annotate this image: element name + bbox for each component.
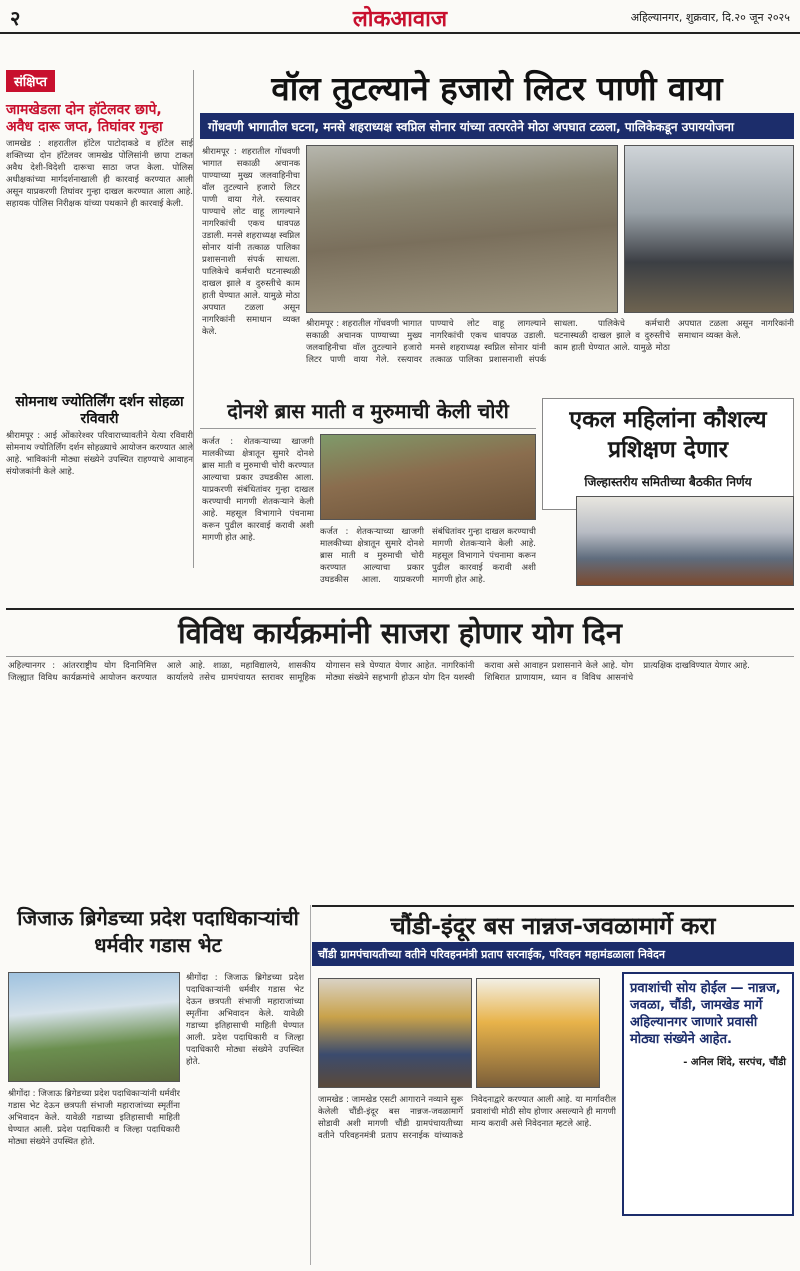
brief-column [6, 70, 194, 568]
women-story-subhead: जिल्हास्तरीय समितीच्या बैठकीत निर्णय [584, 475, 752, 489]
brief-item1-headline: जामखेडला दोन हॉटेलवर छापे, अवैध दारू जप्त, तिघांवर गुन्हा [6, 102, 163, 135]
water-story-text-2: श्रीरामपूर : शहरातील गोंधवणी भागात सकाळी अचानक पाण्याच्या मुख्य जलवाहिनीचा वॉल तुटल्याने हजारो लिटर पाणी वाया गेले. रस्त्यावर पाण्याचे लोट वाहू लागल्याने नागरिकांची एकच धावपळ उडाली. मनसे शहराध्यक्ष स्वप्निल सोनार यांनी तत्काळ पालिका प्रशासनाशी संपर्क साधला. पालिकेचे कर्मचारी घटनास्थळी दाखल झाले व दुरुस्तीचे काम हाती घेण्यात आले. यामुळे मोठा अपघात टळला असून नागरिकांनी समाधान व्यक्त केले. [306, 319, 794, 365]
water-story-text: श्रीरामपूर : शहरातील गोंधवणी भागात सकाळी अचानक पाण्याच्या मुख्य जलवाहिनीचा वॉल तुटल्याने हजारो लिटर पाणी वाया गेले. रस्त्यावर पाण्याचे लोट वाहू लागल्याने नागरिकांची एकच धावपळ उडाली. मनसे शहराध्यक्ष स्वप्निल सोनार यांनी तत्काळ पालिका प्रशासनाशी संपर्क साधला. पालिकेचे कर्मचारी घटनास्थळी दाखल झाले व दुरुस्तीचे काम हाती घेण्यात आले. यामुळे मोठा अपघात टळला असून नागरिकांनी समाधान व्यक्त केले. [202, 147, 300, 337]
brass-story-text-2: कर्जत : शेतकऱ्याच्या खाजगी मालकीच्या क्षेत्रातून सुमारे दोनशे ब्रास माती व मुरुमाची चोरी करण्यात आल्याचा प्रकार उघडकीस आला. याप्रकरणी संबंधितांवर गुन्हा दाखल करण्याची मागणी शेतकऱ्याने केली आहे. महसूल विभागाने पंचनामा करून पुढील कारवाई करावी अशी मागणी होत आहे. [320, 527, 536, 585]
bus-story-headline: चौंडी-इंदूर बस नान्नज-जवळामार्गे करा [312, 905, 794, 941]
water-story-subhead: गोंधवणी भागातील घटना, मनसे शहराध्यक्ष स्वप्निल सोनार यांच्या तत्परतेने मोठा अपघात टळला, पालिकेकडून उपाययोजना [200, 113, 794, 139]
water-story-headline: वॉल तुटल्याने हजारो लिटर पाणी वाया [271, 69, 723, 108]
promo-text: प्रवाशांची सोय होईल — नान्नज, जवळा, चौंडी, जामखेड मार्गे अहिल्यानगर जाणारे प्रवासी मोठ्या संख्येने आहेत. [630, 981, 781, 1047]
women-story-box [542, 398, 794, 510]
yoga-story-headline: विविध कार्यक्रमांनी साजरा होणार योग दिन [6, 608, 794, 657]
women-story-margin [544, 496, 572, 596]
brief-item1-text: जामखेड : शहरातील हॉटेल पाटोदाकडे व हॉटेल साई शक्तिच्या दोन हॉटेलवर जामखेड पोलिसांनी छापा टाकत अवैध देशी-विदेशी दारूचा साठा जप्त केला. पोलिस अधीक्षकांच्या मार्गदर्शनाखाली ही कारवाई करण्यात आली असून याप्रकरणी तिघांवर गुन्हा दाखल करण्यात आला आहे. सहायक पोलिस निरीक्षक यांच्या पथकाने ही कारवाई केली. [6, 139, 193, 209]
jijau-story-headline: जिजाऊ ब्रिगेडच्या प्रदेश पदाधिकाऱ्यांची धर्मवीर गडास भेट [17, 906, 299, 957]
yoga-story-text: अहिल्यानगर : आंतरराष्ट्रीय योग दिनानिमित्त जिल्ह्यात विविध कार्यक्रमांचे आयोजन करण्यात आले आहे. शाळा, महाविद्यालये, शासकीय कार्यालये तसेच ग्रामपंचायत स्तरावर सामूहिक योगासन सत्रे घेण्यात येणार आहेत. नागरिकांनी मोठ्या संख्येने सहभागी होऊन योग दिन यशस्वी करावा असे आवाहन प्रशासनाने केले आहे. योग शिबिरात प्राणायाम, ध्यान व विविध आसनांचे प्रात्यक्षिक दाखविण्यात येणार आहे. [8, 661, 750, 683]
bus-story-text: जामखेड : जामखेड एसटी आगाराने नव्याने सुरू केलेली चौंडी-इंदूर बस नान्नज-जवळामार्गे सोडावी अशी मागणी चौंडी ग्रामपंचायतीच्या वतीने परिवहनमंत्री प्रताप सरनाईक यांच्याकडे निवेदनाद्वारे करण्यात आली आहे. या मार्गावरील प्रवाशांची मोठी सोय होणार असल्याने ही मागणी मान्य करावी असे निवेदनात म्हटले आहे. [318, 1095, 616, 1141]
group-photo [8, 972, 180, 1082]
column-rule [310, 905, 311, 1265]
promo-footer: - अनिल शिंदे, सरपंच, चौंडी [683, 1057, 786, 1068]
women-story-headline: एकल महिलांना कौशल्य प्रशिक्षण देणार [569, 407, 767, 463]
memorandum-handover-photo [318, 978, 472, 1088]
brief-item2-headline: सोमनाथ ज्योतिर्लिंग दर्शन सोहळा रविवारी [15, 394, 184, 427]
page-number: २ [10, 6, 21, 30]
jijau-story-text: श्रीगोंदा : जिजाऊ ब्रिगेडच्या प्रदेश पदाधिकाऱ्यांनी धर्मवीर गडास भेट देऊन छत्रपती संभाजी महाराजांच्या स्मृतींना अभिवादन केले. यावेळी गडाच्या इतिहासाची माहिती घेण्यात आली. प्रदेश पदाधिकारी व जिल्हा पदाधिकारी मोठ्या संख्येने उपस्थित होते. [186, 973, 304, 1067]
soil-excavation-photo [320, 434, 536, 520]
newspaper-logo: लोकआवाज [352, 7, 448, 32]
bus-story-subhead: चौंडी ग्रामपंचायतीच्या वतीने परिवहनमंत्री प्रताप सरनाईक, परिवहन महामंडळाला निवेदन [312, 942, 794, 966]
jijau-story-text-2: श्रीगोंदा : जिजाऊ ब्रिगेडच्या प्रदेश पदाधिकाऱ्यांनी धर्मवीर गडास भेट देऊन छत्रपती संभाजी महाराजांच्या स्मृतींना अभिवादन केले. यावेळी गडाच्या इतिहासाची माहिती घेण्यात आली. प्रदेश पदाधिकारी व जिल्हा पदाधिकारी मोठ्या संख्येने उपस्थित होते. [8, 1089, 180, 1147]
brief-item2-text: श्रीरामपूर : आई ओंकारेश्वर परिवाराच्यावतीने येत्या रविवारी सोमनाथ ज्योतिर्लिंग दर्शन सोहळ्याचे आयोजन करण्यात आले आहे. भाविकांनी मोठ्या संख्येने उपस्थित राहण्याचे आवाहन संयोजकांनी केले आहे. [6, 431, 193, 477]
promo-box [622, 972, 794, 1216]
road-repair-photo [306, 145, 618, 313]
brass-story-text: कर्जत : शेतकऱ्याच्या खाजगी मालकीच्या क्षेत्रातून सुमारे दोनशे ब्रास माती व मुरुमाची चोरी करण्यात आल्याचा प्रकार उघडकीस आला. याप्रकरणी संबंधितांवर गुन्हा दाखल करण्याची मागणी शेतकऱ्याने केली आहे. महसूल विभागाने पंचनामा करून पुढील कारवाई करावी अशी मागणी होत आहे. [202, 437, 314, 543]
brass-story-headline: दोनशे ब्रास माती व मुरुमाची केली चोरी [200, 398, 536, 429]
stamp-photo [476, 978, 600, 1088]
dateline: अहिल्यानगर, शुक्रवार, दि.२० जून २०२५ [630, 11, 790, 24]
man-photo [624, 145, 794, 313]
meeting-photo [576, 496, 794, 586]
brief-label: संक्षिप्त [6, 70, 55, 92]
masthead [0, 0, 800, 34]
